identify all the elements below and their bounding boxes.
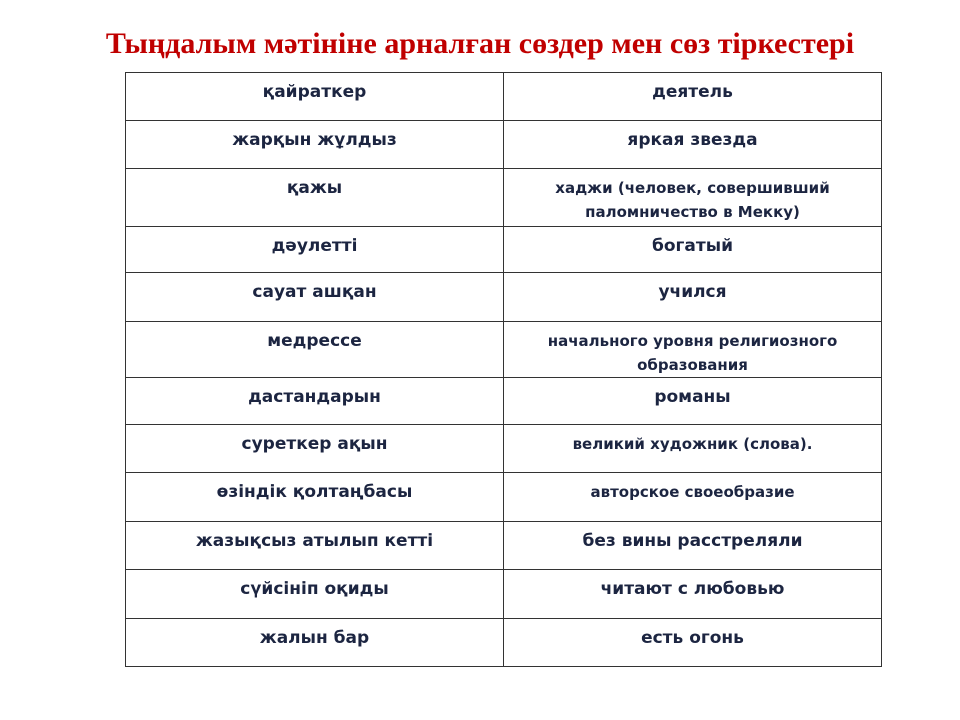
table-row (126, 227, 882, 273)
kazakh-term: өзіндік қолтаңбасы (126, 473, 504, 522)
russian-translation: великий художник (слова). (504, 425, 882, 473)
table-row (126, 322, 882, 378)
kazakh-term: сүйсініп оқиды (126, 570, 504, 619)
russian-translation: есть огонь (504, 619, 882, 667)
russian-translation: начального уровня религиозного образования (504, 322, 882, 378)
table-row (126, 73, 882, 121)
vocabulary-table (125, 72, 882, 667)
russian-translation: хаджи (человек, совершивший паломничество в Мекку) (504, 169, 882, 227)
kazakh-term: сауат ашқан (126, 273, 504, 322)
table-row (126, 473, 882, 522)
kazakh-term: дастандарын (126, 378, 504, 425)
table-row (126, 121, 882, 169)
russian-translation: без вины расстреляли (504, 522, 882, 570)
table-row (126, 378, 882, 425)
table-row (126, 619, 882, 667)
kazakh-term: қайраткер (126, 73, 504, 121)
kazakh-term: жазықсыз атылып кетті (126, 522, 504, 570)
russian-translation: читают с любовью (504, 570, 882, 619)
kazakh-term: жарқын жұлдыз (126, 121, 504, 169)
kazakh-term: медрессе (126, 322, 504, 378)
russian-translation: учился (504, 273, 882, 322)
russian-translation: яркая звезда (504, 121, 882, 169)
table-row (126, 273, 882, 322)
table-row (126, 522, 882, 570)
table-row (126, 169, 882, 227)
kazakh-term: жалын бар (126, 619, 504, 667)
table-row (126, 425, 882, 473)
table-row (126, 570, 882, 619)
russian-translation: деятель (504, 73, 882, 121)
russian-translation: богатый (504, 227, 882, 273)
russian-translation: авторское своеобразие (504, 473, 882, 522)
kazakh-term: қажы (126, 169, 504, 227)
kazakh-term: дәулетті (126, 227, 504, 273)
russian-translation: романы (504, 378, 882, 425)
slide-title: Тыңдалым мәтініне арналған сөздер мен сөз тіркестері (105, 27, 855, 60)
kazakh-term: суреткер ақын (126, 425, 504, 473)
